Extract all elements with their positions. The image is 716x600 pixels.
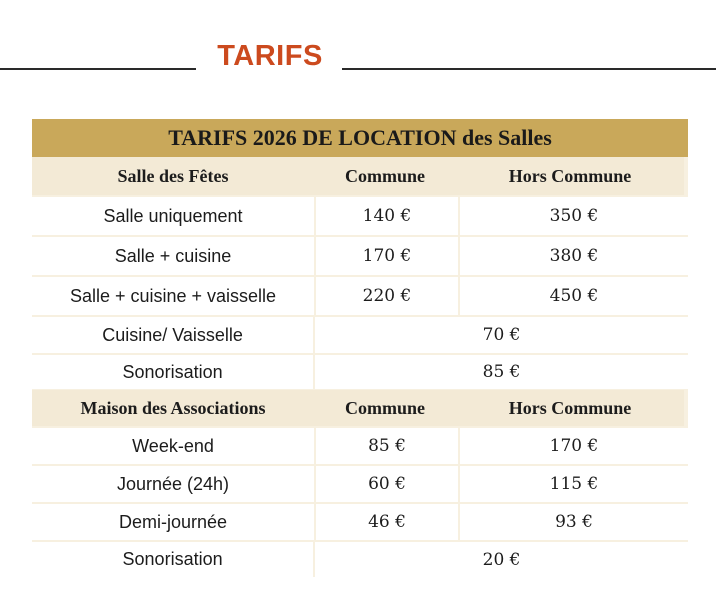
price-hors-commune: 115 € bbox=[460, 466, 688, 502]
heading-rule-right bbox=[342, 68, 716, 70]
price-hors-commune: 380 € bbox=[460, 237, 688, 275]
row-label: Sonorisation bbox=[32, 355, 313, 389]
salle-header-row bbox=[32, 157, 688, 195]
table-row bbox=[32, 237, 688, 275]
row-label: Demi-journée bbox=[32, 504, 314, 540]
table-row bbox=[32, 355, 688, 389]
heading-rule-left bbox=[0, 68, 196, 70]
row-label: Salle + cuisine + vaisselle bbox=[32, 277, 314, 315]
table-row bbox=[32, 317, 688, 353]
table-row bbox=[32, 542, 688, 577]
maison-header-hors: Hors Commune bbox=[456, 390, 684, 426]
price-hors-commune: 350 € bbox=[460, 197, 688, 235]
section-heading bbox=[0, 38, 716, 78]
table-row bbox=[32, 466, 688, 502]
table-row bbox=[32, 277, 688, 315]
price-hors-commune: 170 € bbox=[460, 428, 688, 464]
table-title: TARIFS 2026 DE LOCATION des Salles bbox=[168, 125, 552, 150]
row-label: Week-end bbox=[32, 428, 314, 464]
salle-header-commune: Commune bbox=[314, 157, 456, 195]
tarifs-table bbox=[32, 119, 688, 577]
price-flat: 20 € bbox=[315, 542, 688, 577]
row-label: Cuisine/ Vaisselle bbox=[32, 317, 313, 353]
price-hors-commune: 450 € bbox=[460, 277, 688, 315]
maison-header-commune: Commune bbox=[314, 390, 456, 426]
price-commune: 60 € bbox=[316, 466, 458, 502]
row-label: Salle uniquement bbox=[32, 197, 314, 235]
table-row bbox=[32, 504, 688, 540]
section-title: TARIFS bbox=[217, 40, 323, 72]
price-hors-commune: 93 € bbox=[460, 504, 688, 540]
row-label: Salle + cuisine bbox=[32, 237, 314, 275]
table-row bbox=[32, 428, 688, 464]
price-commune: 220 € bbox=[316, 277, 458, 315]
price-flat: 70 € bbox=[315, 317, 688, 353]
table-title-bar bbox=[32, 119, 688, 157]
salle-header-hors: Hors Commune bbox=[456, 157, 684, 195]
price-commune: 85 € bbox=[316, 428, 458, 464]
maison-header-row bbox=[32, 390, 688, 426]
row-label: Journée (24h) bbox=[32, 466, 314, 502]
maison-header-label: Maison des Associations bbox=[32, 390, 314, 426]
row-label: Sonorisation bbox=[32, 542, 313, 577]
price-commune: 170 € bbox=[316, 237, 458, 275]
price-commune: 46 € bbox=[316, 504, 458, 540]
salle-header-label: Salle des Fêtes bbox=[32, 157, 314, 195]
table-row bbox=[32, 197, 688, 235]
price-commune: 140 € bbox=[316, 197, 458, 235]
price-flat: 85 € bbox=[315, 355, 688, 389]
